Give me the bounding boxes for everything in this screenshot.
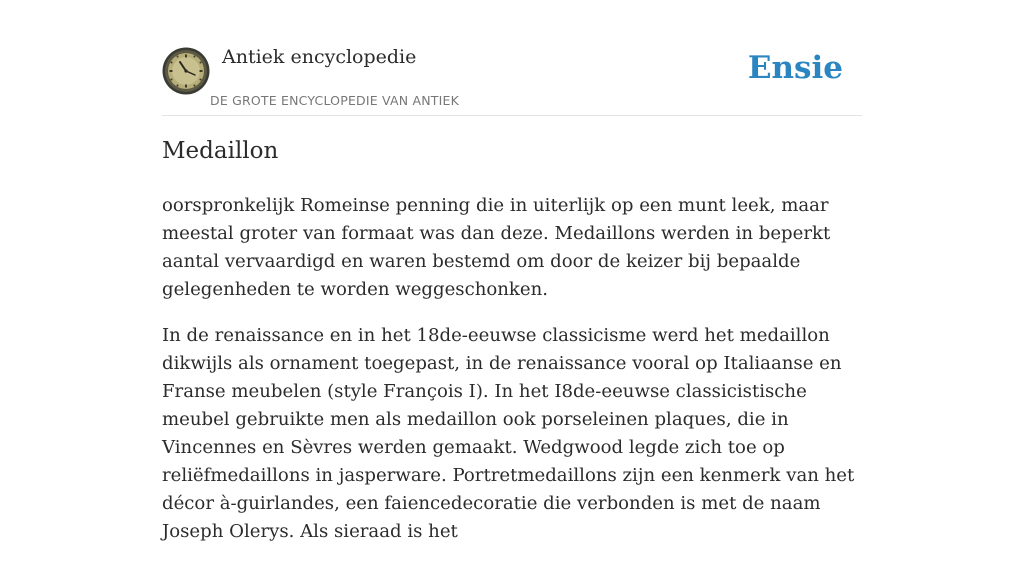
header-divider bbox=[162, 115, 862, 116]
article-body bbox=[162, 192, 862, 564]
page-container bbox=[162, 0, 862, 542]
wall-clock-icon[interactable] bbox=[162, 47, 210, 95]
site-subtitle: DE GROTE ENCYCLOPEDIE VAN ANTIEK bbox=[210, 93, 459, 108]
site-header bbox=[162, 0, 862, 116]
ensie-logo-link[interactable]: Ensie bbox=[747, 50, 843, 86]
site-title[interactable]: Antiek encyclopedie bbox=[222, 46, 417, 68]
article-title: Medaillon bbox=[162, 138, 279, 164]
article-paragraph: oorspronkelijk Romeinse penning die in uiterlijk op een munt leek, maar meestal groter van formaat was dan deze. Medaillons werden in beperkt aantal vervaardigd en waren bestemd om door de keizer bij bepaalde gelegenheden te worden weggeschonken. bbox=[162, 195, 831, 300]
article-paragraph: In de renaissance en in het 18de-eeuwse classicisme werd het medaillon dikwijls als ornament toegepast, in de renaissance vooral op Italiaanse en Franse meubelen (style François I). In het I8de-eeuwse classicistische meubel gebruikte men als medaillon ook porseleinen plaques, die in Vincennes en Sèvres werden gemaakt. Wedgwood legde zich toe op reliëfmedaillons in jasperware. Portretmedaillons zijn een kenmerk van het décor à-guirlandes, een faiencedecoratie die verbonden is met de naam Joseph Olerys. Als sieraad is het bbox=[162, 325, 855, 542]
